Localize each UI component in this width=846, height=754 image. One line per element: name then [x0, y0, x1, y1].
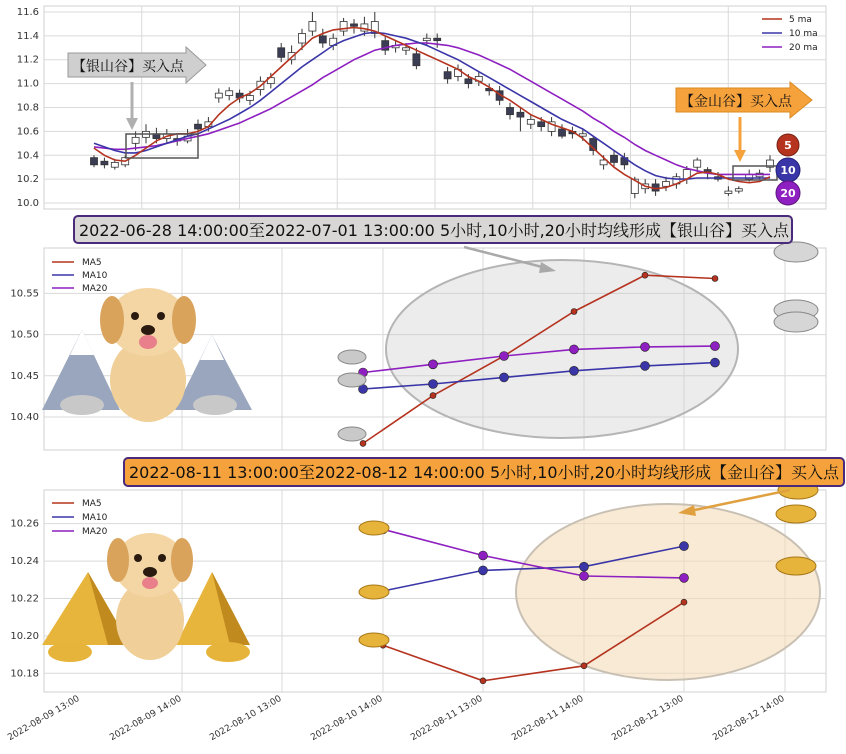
x-tick-label: 2022-08-12 14:00 — [711, 693, 787, 744]
ma20-point — [580, 572, 589, 581]
gold-zoom-y-ticks — [10, 519, 39, 680]
candlestick-y-ticks — [17, 7, 39, 209]
ma10-point — [570, 366, 579, 375]
legend-ma10: MA10 — [82, 513, 108, 523]
candle-body — [351, 24, 358, 26]
x-tick-label: 2022-08-09 13:00 — [6, 693, 82, 744]
y-tick-label: 11.2 — [16, 54, 39, 66]
y-tick-label: 11.0 — [16, 78, 39, 90]
ma5-point — [571, 309, 577, 315]
y-tick-label: 10.18 — [10, 668, 39, 680]
candle-body — [91, 158, 98, 165]
candlestick-chart — [17, 6, 826, 209]
silver-valley-banner-text: 2022-06-28 14:00:00至2022-07-01 13:00:00 5小时,10小时,20小时均线形成【银山谷】买入点 — [79, 221, 790, 240]
x-tick-label: 2022-08-10 13:00 — [208, 693, 284, 744]
candle-body — [319, 36, 326, 43]
y-tick-label: 11.4 — [16, 30, 39, 42]
candle-body — [403, 48, 410, 50]
legend-label-5ma: 5 ma — [789, 15, 812, 25]
x-tick-label: 2022-08-09 14:00 — [108, 693, 184, 744]
candle-body — [444, 72, 451, 79]
legend-label-10ma: 10 ma — [789, 29, 818, 39]
candle-body — [663, 182, 670, 187]
candle-body — [299, 33, 306, 43]
legend-label-20ma: 20 ma — [789, 43, 818, 53]
candle-body — [215, 93, 222, 98]
candle-body — [579, 134, 586, 136]
ma20-point — [711, 342, 720, 351]
ma5-point — [480, 678, 486, 684]
legend-ma20: MA20 — [82, 284, 108, 294]
y-tick-label: 10.26 — [10, 518, 39, 530]
y-tick-label: 10.6 — [16, 126, 39, 138]
y-tick-label: 10.8 — [16, 102, 39, 114]
candle-body — [247, 96, 254, 101]
y-tick-label: 10.40 — [10, 412, 39, 424]
candle-body — [423, 38, 430, 40]
candle-body — [725, 191, 732, 193]
candle-body — [694, 160, 701, 167]
legend-ma5: MA5 — [82, 258, 102, 268]
y-tick-label: 10.20 — [10, 630, 39, 642]
gold-valley-label: 【金山谷】买入点 — [680, 94, 792, 110]
legend-ma5: MA5 — [82, 499, 102, 509]
y-tick-label: 11.6 — [16, 6, 39, 18]
ma10-point — [500, 373, 509, 382]
gold-valley-banner-text: 2022-08-11 13:00:00至2022-08-12 14:00:00 5小时,10小时,20小时均线形成【金山谷】买入点 — [129, 463, 840, 482]
ma20-point — [479, 551, 488, 560]
silver-zoom-highlight-ellipse — [386, 260, 738, 438]
silver-valley-label: 【银山谷】买入点 — [72, 59, 184, 75]
silver-valley-zoom-chart — [10, 242, 826, 450]
ma10-point — [429, 380, 438, 389]
y-tick-label: 10.45 — [10, 370, 39, 382]
candle-body — [507, 108, 514, 115]
candle-body — [517, 112, 524, 117]
ma20-point — [429, 360, 438, 369]
ma20-point — [680, 573, 689, 582]
legend-ma20: MA20 — [82, 527, 108, 537]
x-tick-label: 2022-08-12 13:00 — [610, 693, 686, 744]
x-tick-label: 2022-08-11 14:00 — [510, 693, 586, 744]
badge-20: 20 — [780, 187, 796, 200]
silver-zoom-y-ticks — [10, 288, 39, 423]
ma-badges — [776, 134, 800, 205]
ma5-point — [642, 272, 648, 278]
y-tick-label: 10.4 — [16, 150, 39, 162]
candle-body — [132, 137, 139, 143]
candle-body — [559, 129, 566, 136]
ma5-point — [681, 599, 687, 605]
candle-body — [309, 22, 316, 32]
ma5-point — [360, 440, 366, 446]
candle-body — [434, 38, 441, 40]
candle-body — [465, 79, 472, 84]
candle-body — [101, 161, 108, 165]
legend-ma10: MA10 — [82, 271, 108, 281]
ma10-point — [479, 566, 488, 575]
candle-body — [111, 162, 118, 167]
ma20-point — [570, 345, 579, 354]
ma20-point — [641, 342, 650, 351]
candle-body — [226, 91, 233, 96]
gold-zoom-x-ticks — [6, 694, 786, 743]
y-tick-label: 10.2 — [16, 174, 39, 186]
gold-valley-zoom-chart — [6, 481, 826, 743]
y-tick-label: 10.0 — [16, 198, 39, 210]
candle-body — [538, 122, 545, 127]
candle-body — [413, 54, 420, 66]
ma20-point — [500, 352, 509, 361]
badge-10: 10 — [780, 164, 796, 177]
y-tick-label: 10.55 — [10, 288, 39, 300]
gold-zoom-highlight-ellipse — [516, 504, 820, 680]
y-tick-label: 10.24 — [10, 556, 39, 568]
badge-5: 5 — [784, 139, 792, 152]
y-tick-label: 10.50 — [10, 329, 39, 341]
candle-body — [195, 124, 202, 129]
ma10-point — [680, 542, 689, 551]
ma10-point — [641, 361, 650, 370]
x-tick-label: 2022-08-10 14:00 — [309, 693, 385, 744]
ma10-point — [711, 358, 720, 367]
ma5-point — [430, 393, 436, 399]
y-tick-label: 10.22 — [10, 593, 39, 605]
candle-body — [611, 155, 618, 162]
ma5-point — [712, 276, 718, 282]
candle-body — [278, 48, 285, 58]
candle-body — [527, 119, 534, 124]
ma10-point — [580, 562, 589, 571]
candle-body — [735, 189, 742, 191]
ma5-point — [581, 663, 587, 669]
x-tick-label: 2022-08-11 13:00 — [409, 693, 485, 744]
